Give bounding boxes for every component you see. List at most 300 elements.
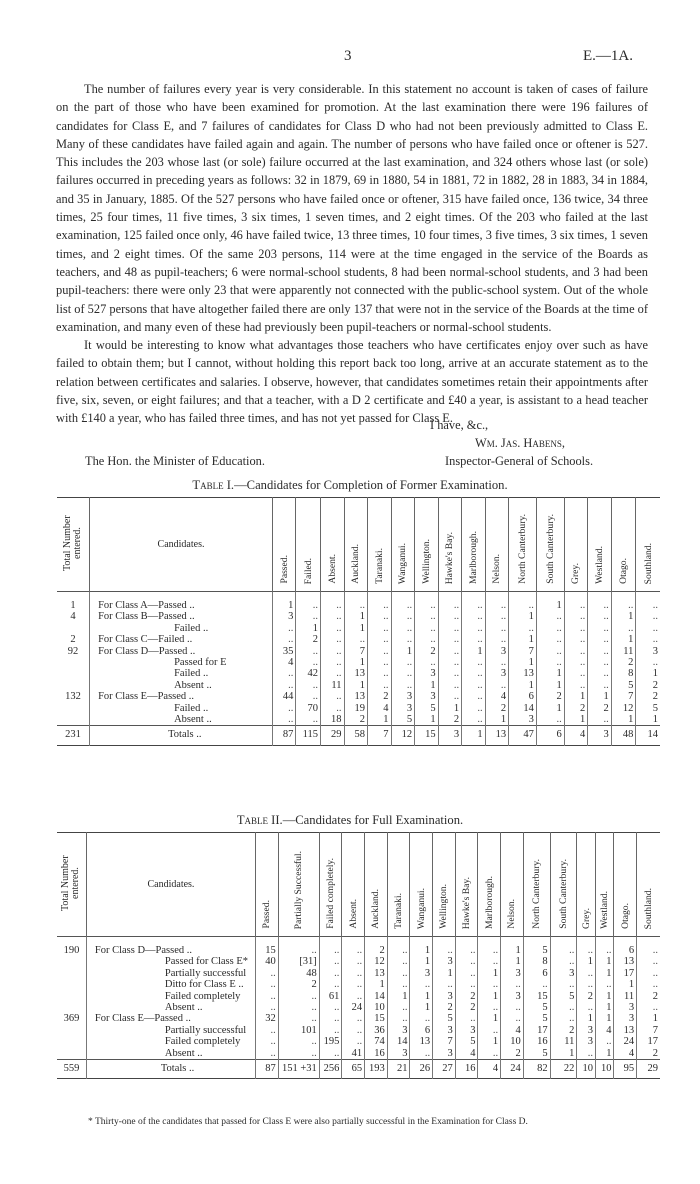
total-entered-cell (57, 1048, 86, 1060)
value-cell: 5 (433, 1013, 456, 1024)
candidate-label-cell: For Class A—Passed .. (90, 592, 273, 612)
value-cell: 1 (478, 1036, 501, 1047)
value-cell: 1 (637, 1013, 660, 1024)
value-cell: 1 (588, 691, 612, 702)
value-cell: 256 (319, 1060, 342, 1079)
column-header-label: South Canterbury. (557, 859, 569, 929)
value-cell: 1 (462, 726, 486, 745)
value-cell: 3 (391, 691, 415, 702)
value-cell: .. (438, 611, 462, 622)
value-cell: 1 (344, 611, 368, 622)
value-cell: 3 (550, 968, 577, 979)
candidate-label-cell: For Class E—Passed .. (86, 1013, 255, 1024)
value-cell: 5 (611, 680, 636, 691)
table-row (57, 592, 660, 612)
value-cell: 1 (272, 592, 296, 612)
value-cell: .. (391, 680, 415, 691)
column-header-label: South Canterbury. (544, 514, 556, 584)
table2-title-prefix: Table II. (236, 813, 283, 827)
value-cell: .. (509, 592, 537, 612)
value-cell: .. (636, 657, 660, 668)
column-header (636, 498, 660, 592)
value-cell: 13 (344, 668, 368, 679)
value-cell: .. (272, 623, 296, 634)
value-cell: 193 (365, 1060, 388, 1079)
table-row (57, 1048, 660, 1060)
value-cell: 3 (391, 703, 415, 714)
value-cell: 82 (523, 1060, 550, 1079)
value-cell: 2 (611, 657, 636, 668)
value-cell: 1 (595, 1048, 614, 1060)
value-cell: 61 (319, 991, 342, 1002)
value-cell: .. (342, 1036, 365, 1047)
value-cell: .. (637, 956, 660, 967)
total-entered-cell (57, 657, 90, 668)
value-cell: 87 (272, 726, 296, 745)
table-row (57, 634, 660, 645)
value-cell: 1 (433, 968, 456, 979)
value-cell: [31] (278, 956, 319, 967)
table-row (57, 703, 660, 714)
value-cell: 18 (321, 714, 345, 726)
value-cell: 15 (256, 937, 279, 957)
value-cell: 1 (577, 956, 596, 967)
column-header-label: Nelson. (491, 554, 503, 584)
value-cell: .. (410, 1013, 433, 1024)
value-cell: .. (485, 623, 509, 634)
value-cell: 4 (501, 1025, 524, 1036)
value-cell: 74 (365, 1036, 388, 1047)
value-cell: 24 (501, 1060, 524, 1079)
value-cell: 4 (595, 1025, 614, 1036)
value-cell: .. (433, 937, 456, 957)
value-cell: .. (523, 979, 550, 990)
table-row (57, 657, 660, 668)
candidate-label-cell: Partially successful (86, 1025, 255, 1036)
table-row (57, 937, 660, 957)
value-cell: 1 (501, 956, 524, 967)
value-cell: 3 (415, 668, 439, 679)
value-cell: .. (485, 680, 509, 691)
candidate-label-cell: Passed for Class E* (86, 956, 255, 967)
value-cell: .. (272, 680, 296, 691)
value-cell: .. (485, 657, 509, 668)
value-cell: 3 (433, 991, 456, 1002)
column-header (90, 498, 273, 592)
value-cell: 1 (415, 680, 439, 691)
value-cell: .. (256, 1002, 279, 1013)
column-header-label: Total Number entered. (62, 515, 84, 571)
value-cell: 1 (415, 714, 439, 726)
value-cell: .. (438, 623, 462, 634)
value-cell: 3 (614, 1013, 637, 1024)
table2-full-examination (57, 832, 660, 1079)
table1-former-examination (57, 497, 660, 746)
value-cell: 1 (509, 634, 537, 645)
value-cell: 1 (611, 714, 636, 726)
column-header (57, 833, 86, 937)
value-cell: .. (637, 979, 660, 990)
column-header-label: North Canterbury. (517, 514, 529, 584)
signature-closing: I have, &c., (430, 418, 489, 432)
value-cell: 58 (344, 726, 368, 745)
value-cell: 5 (523, 1048, 550, 1060)
value-cell: 8 (523, 956, 550, 967)
value-cell: .. (536, 634, 564, 645)
value-cell: .. (296, 691, 321, 702)
value-cell: .. (536, 657, 564, 668)
value-cell: 13 (614, 956, 637, 967)
value-cell: 3 (577, 1025, 596, 1036)
table-row (57, 714, 660, 726)
value-cell: .. (536, 646, 564, 657)
candidate-label-cell: For Class D—Passed .. (90, 646, 273, 657)
value-cell: 29 (637, 1060, 660, 1079)
candidate-label-cell: Totals .. (90, 726, 273, 745)
value-cell: .. (344, 634, 368, 645)
value-cell: .. (637, 968, 660, 979)
value-cell: .. (462, 691, 486, 702)
value-cell: 3 (433, 1025, 456, 1036)
value-cell: .. (564, 657, 588, 668)
column-header-label: Marlborough. (467, 530, 479, 584)
column-header-label: Westland. (599, 891, 611, 929)
value-cell: 1 (509, 657, 537, 668)
value-cell: .. (588, 657, 612, 668)
value-cell: .. (611, 592, 636, 612)
value-cell: .. (321, 668, 345, 679)
value-cell: .. (272, 703, 296, 714)
value-cell: .. (256, 991, 279, 1002)
column-header (564, 498, 588, 592)
value-cell: .. (438, 592, 462, 612)
candidate-label-cell: Failed completely (86, 1036, 255, 1047)
value-cell: .. (485, 592, 509, 612)
column-header (637, 833, 660, 937)
value-cell: .. (478, 979, 501, 990)
value-cell: 5 (391, 714, 415, 726)
value-cell: .. (478, 1002, 501, 1013)
column-header (391, 498, 415, 592)
value-cell: 7 (509, 646, 537, 657)
column-header (455, 833, 478, 937)
column-header (415, 498, 439, 592)
value-cell: 3 (415, 691, 439, 702)
table-row (57, 968, 660, 979)
value-cell: 6 (536, 726, 564, 745)
column-header-label: North Canterbury. (531, 859, 543, 929)
column-header-label: Taranaki. (393, 893, 405, 929)
value-cell: .. (536, 611, 564, 622)
value-cell: 42 (296, 668, 321, 679)
column-header (368, 498, 392, 592)
column-header (344, 498, 368, 592)
value-cell: 70 (296, 703, 321, 714)
column-header-label: Grey. (570, 563, 582, 584)
value-cell: 12 (611, 703, 636, 714)
value-cell: .. (387, 956, 410, 967)
value-cell: .. (296, 646, 321, 657)
value-cell: 16 (365, 1048, 388, 1060)
value-cell: 151 +31 (278, 1060, 319, 1079)
value-cell: .. (415, 657, 439, 668)
value-cell: .. (391, 592, 415, 612)
value-cell: 1 (410, 937, 433, 957)
total-entered-cell: 1 (70, 600, 76, 611)
value-cell: 2 (501, 1048, 524, 1060)
value-cell: 1 (550, 1048, 577, 1060)
value-cell: .. (550, 979, 577, 990)
value-cell: .. (368, 592, 392, 612)
value-cell: 95 (614, 1060, 637, 1079)
value-cell: 2 (637, 991, 660, 1002)
total-entered-cell (57, 668, 90, 679)
value-cell: 3 (588, 726, 612, 745)
value-cell: 5 (523, 1002, 550, 1013)
value-cell: 1 (636, 668, 660, 679)
value-cell: .. (550, 1002, 577, 1013)
value-cell: 1 (368, 714, 392, 726)
column-header-label: Wellington. (438, 884, 450, 929)
column-header-label: Hawke's Bay. (461, 876, 473, 929)
column-header (536, 498, 564, 592)
value-cell: 4 (368, 703, 392, 714)
value-cell: 1 (577, 1013, 596, 1024)
total-entered-cell: 2 (70, 634, 76, 646)
signature-title: Inspector-General of Schools. (445, 454, 594, 468)
value-cell: 17 (614, 968, 637, 979)
value-cell: .. (455, 956, 478, 967)
value-cell: 5 (455, 1036, 478, 1047)
value-cell: 11 (611, 646, 636, 657)
table2-title-text: —Candidates for Full Examination. (282, 813, 464, 827)
value-cell: .. (387, 1013, 410, 1024)
column-header (256, 833, 279, 937)
value-cell: 1 (478, 1013, 501, 1024)
value-cell: .. (342, 1025, 365, 1036)
table1-title-prefix: Table I. (192, 478, 235, 492)
value-cell: .. (319, 968, 342, 979)
value-cell: 1 (365, 979, 388, 990)
candidate-label-cell: Totals .. (86, 1060, 255, 1079)
value-cell: 2 (536, 691, 564, 702)
candidate-label-cell: For Class B—Passed .. (90, 611, 273, 622)
total-entered-cell (57, 1025, 86, 1036)
document-reference: E.—1A. (583, 48, 633, 64)
value-cell: 15 (415, 726, 439, 745)
value-cell: .. (564, 634, 588, 645)
table-row (57, 991, 660, 1002)
value-cell: .. (485, 634, 509, 645)
value-cell: .. (391, 657, 415, 668)
value-cell: 1 (536, 592, 564, 612)
table-row (57, 611, 660, 622)
column-header (278, 833, 319, 937)
value-cell: .. (478, 1048, 501, 1060)
value-cell: .. (272, 634, 296, 645)
value-cell: .. (577, 979, 596, 990)
column-header-label: Auckland. (370, 889, 382, 929)
column-header (550, 833, 577, 937)
value-cell: .. (272, 714, 296, 726)
value-cell: 2 (455, 991, 478, 1002)
column-header-label: Hawke's Bay. (444, 531, 456, 584)
value-cell: .. (588, 611, 612, 622)
candidate-label-cell: Ditto for Class E .. (86, 979, 255, 990)
table-row (57, 668, 660, 679)
value-cell: 2 (636, 691, 660, 702)
column-header-label: Wellington. (420, 539, 432, 584)
value-cell: .. (550, 937, 577, 957)
page-number: 3 (344, 48, 352, 64)
value-cell: 1 (501, 937, 524, 957)
signature-name: Wm. Jas. Habens, (475, 436, 565, 450)
table-row (57, 680, 660, 691)
column-header (342, 833, 365, 937)
value-cell: 3 (509, 714, 537, 726)
value-cell: 2 (550, 1025, 577, 1036)
value-cell: .. (577, 1002, 596, 1013)
value-cell: .. (564, 668, 588, 679)
value-cell: 2 (636, 680, 660, 691)
value-cell: .. (462, 611, 486, 622)
value-cell: .. (564, 646, 588, 657)
value-cell: 1 (344, 623, 368, 634)
value-cell: .. (462, 592, 486, 612)
value-cell: .. (509, 623, 537, 634)
value-cell: .. (485, 611, 509, 622)
value-cell: 5 (523, 1013, 550, 1024)
total-entered-cell (57, 956, 86, 967)
value-cell: 44 (272, 691, 296, 702)
value-cell: .. (415, 611, 439, 622)
column-header-label: Southland. (642, 542, 654, 584)
column-header-label: Auckland. (350, 544, 362, 584)
value-cell: 195 (319, 1036, 342, 1047)
total-entered-cell (57, 979, 86, 990)
value-cell: 2 (368, 691, 392, 702)
value-cell: .. (462, 668, 486, 679)
value-cell: 40 (256, 956, 279, 967)
value-cell: .. (321, 611, 345, 622)
value-cell: 2 (438, 714, 462, 726)
value-cell: 7 (368, 726, 392, 745)
value-cell: .. (296, 714, 321, 726)
candidate-label-cell: Absent .. (90, 680, 273, 691)
value-cell: .. (321, 592, 345, 612)
value-cell: 4 (272, 657, 296, 668)
value-cell: .. (368, 611, 392, 622)
table-row (57, 1013, 660, 1024)
value-cell: 1 (485, 714, 509, 726)
column-header (296, 498, 321, 592)
value-cell: 3 (387, 1025, 410, 1036)
total-entered-cell (57, 714, 90, 726)
value-cell: 10 (577, 1060, 596, 1079)
candidate-label-cell: For Class C—Failed .. (90, 634, 273, 645)
value-cell: 24 (614, 1036, 637, 1047)
value-cell: 1 (595, 968, 614, 979)
value-cell: .. (342, 979, 365, 990)
total-entered-cell: 132 (65, 691, 81, 703)
value-cell: 3 (433, 956, 456, 967)
value-cell: 1 (595, 956, 614, 967)
value-cell: .. (321, 634, 345, 645)
value-cell: .. (272, 668, 296, 679)
value-cell: 3 (272, 611, 296, 622)
value-cell: 3 (410, 968, 433, 979)
value-cell: 11 (550, 1036, 577, 1047)
totals-row (57, 1060, 660, 1079)
value-cell: .. (319, 956, 342, 967)
value-cell: 1 (344, 680, 368, 691)
value-cell: 115 (296, 726, 321, 745)
value-cell: .. (342, 991, 365, 1002)
candidate-label-cell: Failed .. (90, 623, 273, 634)
value-cell: 1 (462, 646, 486, 657)
value-cell: 2 (344, 714, 368, 726)
column-header (611, 498, 636, 592)
value-cell: 3 (455, 1025, 478, 1036)
value-cell: 7 (344, 646, 368, 657)
value-cell: 1 (536, 668, 564, 679)
value-cell: 2 (588, 703, 612, 714)
value-cell: 26 (410, 1060, 433, 1079)
value-cell: 36 (365, 1025, 388, 1036)
total-entered-cell (57, 968, 86, 979)
column-header (319, 833, 342, 937)
column-header (595, 833, 614, 937)
value-cell: 1 (564, 714, 588, 726)
value-cell: .. (462, 623, 486, 634)
column-header (509, 498, 537, 592)
value-cell: .. (368, 634, 392, 645)
value-cell: 3 (485, 646, 509, 657)
table2-footnote: * Thirty-one of the candidates that passed for Class E were also partially successful in the Examination for Class D. (88, 1117, 528, 1127)
column-header (272, 498, 296, 592)
value-cell: .. (462, 703, 486, 714)
value-cell: 10 (501, 1036, 524, 1047)
value-cell: .. (636, 592, 660, 612)
column-header (321, 498, 345, 592)
value-cell: .. (637, 937, 660, 957)
value-cell: 16 (455, 1060, 478, 1079)
table-row (57, 691, 660, 702)
value-cell: .. (501, 1002, 524, 1013)
value-cell: 1 (636, 714, 660, 726)
total-entered-cell (57, 1002, 86, 1013)
value-cell: .. (342, 968, 365, 979)
value-cell: 24 (342, 1002, 365, 1013)
value-cell: .. (636, 634, 660, 645)
value-cell: 41 (342, 1048, 365, 1060)
value-cell: .. (588, 634, 612, 645)
value-cell: .. (478, 1025, 501, 1036)
column-header-label: Failed. (302, 557, 314, 584)
value-cell: 3 (438, 726, 462, 745)
value-cell: .. (296, 611, 321, 622)
total-entered-cell (57, 1036, 86, 1047)
value-cell: .. (321, 691, 345, 702)
value-cell: 17 (637, 1036, 660, 1047)
table-row (57, 956, 660, 967)
value-cell: .. (391, 668, 415, 679)
value-cell: 1 (536, 680, 564, 691)
value-cell: 1 (611, 634, 636, 645)
value-cell: 13 (410, 1036, 433, 1047)
value-cell: .. (438, 657, 462, 668)
value-cell: 16 (523, 1036, 550, 1047)
